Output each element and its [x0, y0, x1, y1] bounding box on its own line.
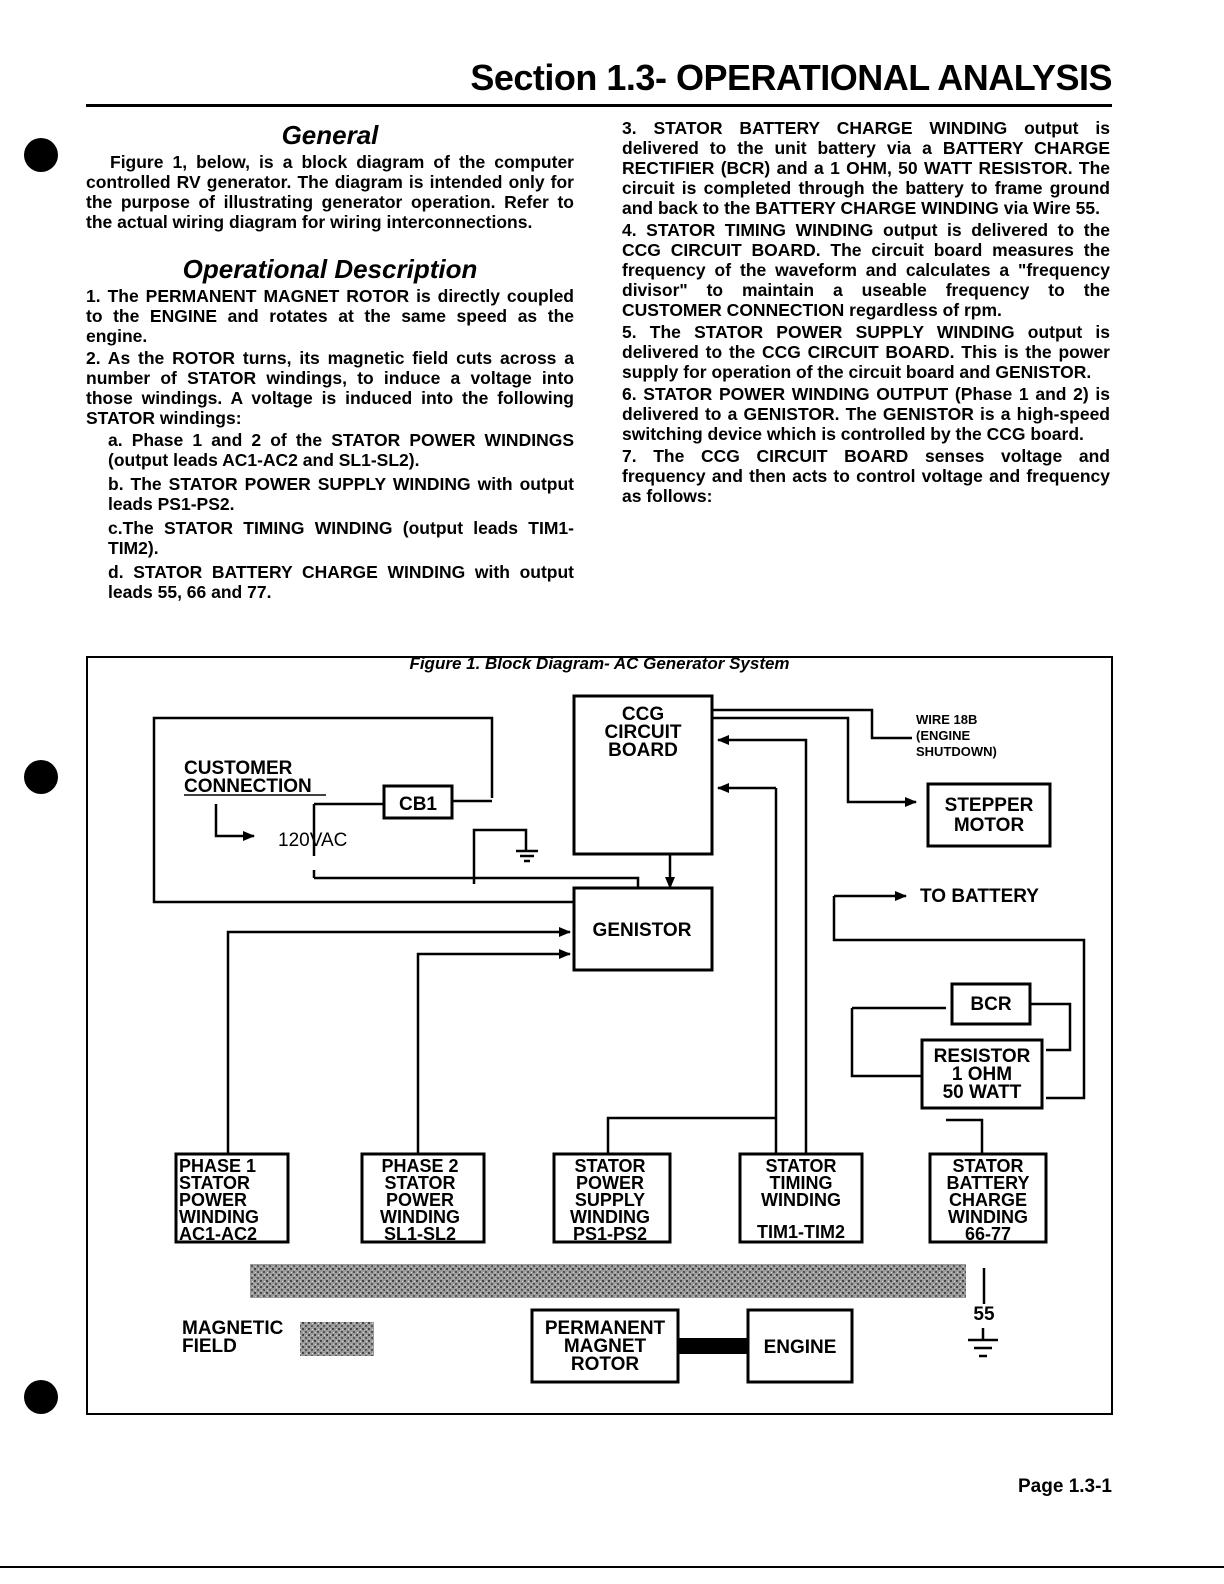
battery-charge-label-2: BATTERY	[946, 1173, 1030, 1193]
customer-connection-label-2: CONNECTION	[184, 776, 312, 797]
timing-label-3: WINDING	[761, 1190, 841, 1210]
page-number: Page 1.3-1	[1018, 1476, 1112, 1497]
phase2-label-1: PHASE 2	[381, 1156, 459, 1176]
battery-charge-label-5: 66-77	[964, 1224, 1012, 1244]
magnetic-field-label-1: MAGNETIC	[182, 1318, 284, 1339]
ccg-label-3: BOARD	[608, 740, 678, 761]
item-7: 7. The CCG CIRCUIT BOARD senses voltage and frequency and then acts to control voltage and frequency as follows:	[622, 446, 1110, 506]
stepper-label-1: STEPPER	[944, 795, 1034, 816]
right-column	[622, 118, 1110, 508]
ccg-label-1: CCG	[621, 704, 665, 725]
phase1-labels	[179, 1156, 259, 1244]
timing-label-2: TIMING	[769, 1173, 833, 1193]
phase1-label-1: PHASE 1	[179, 1156, 257, 1176]
supply-label-3: SUPPLY	[574, 1190, 646, 1210]
resistor-label-2: 1 OHM	[951, 1064, 1013, 1085]
item-2a: a. Phase 1 and 2 of the STATOR POWER WINDINGS (output leads AC1-AC2 and SL1-SL2).	[108, 430, 574, 470]
magnetic-field-label-2: FIELD	[182, 1336, 237, 1357]
item-2b: b. The STATOR POWER SUPPLY WINDING with output leads PS1-PS2.	[108, 474, 574, 514]
item-6: 6. STATOR POWER WINDING OUTPUT (Phase 1 and 2) is delivered to a GENISTOR. The GENISTOR is a high-speed switching device which is controlled by the CCG board.	[622, 384, 1110, 444]
operational-description-heading: Operational Description	[182, 254, 478, 284]
resistor-label-1: RESISTOR	[933, 1046, 1031, 1067]
magnetic-field-band	[250, 1264, 966, 1298]
item-2c: c.The STATOR TIMING WINDING (output leads TIM1-TIM2).	[108, 518, 574, 558]
binder-hole-middle	[24, 760, 58, 794]
magnetic-field-legend-swatch	[300, 1322, 374, 1356]
phase1-label-2: STATOR	[179, 1173, 250, 1193]
block-diagram-figure	[86, 656, 1113, 1416]
phase2-label-3: POWER	[385, 1190, 455, 1210]
stepper-label-2: MOTOR	[953, 815, 1025, 836]
bcr-label: BCR	[970, 994, 1012, 1015]
timing-label-1: STATOR	[765, 1156, 837, 1176]
phase2-label-2: STATOR	[384, 1173, 456, 1193]
phase2-label-4: WINDING	[380, 1207, 460, 1227]
battery-charge-label-3: CHARGE	[948, 1190, 1028, 1210]
battery-charge-label-1: STATOR	[952, 1156, 1024, 1176]
block-diagram-svg	[86, 656, 1113, 1416]
item-4: 4. STATOR TIMING WINDING output is delivered to the CCG CIRCUIT BOARD. The circuit board measures the frequency of the waveform and calculates a "frequency divisor" to maintain a useable frequency to the CUSTOMER CONNECTION regardless of rpm.	[622, 220, 1110, 320]
wire-55-label: 55	[973, 1304, 995, 1325]
wire-18b-label-1: WIRE 18B	[916, 712, 978, 727]
item-1: 1. The PERMANENT MAGNET ROTOR is directly coupled to the ENGINE and rotates at the same speed as the engine.	[86, 286, 574, 346]
binder-hole-bottom	[24, 1380, 58, 1414]
ccg-label-2: CIRCUIT	[604, 722, 682, 743]
genistor-label: GENISTOR	[592, 920, 692, 941]
timing-label-4: TIM1-TIM2	[757, 1222, 845, 1242]
footer-rule	[0, 1566, 1224, 1568]
engine-label: ENGINE	[763, 1337, 837, 1358]
item-2: 2. As the ROTOR turns, its magnetic field cuts across a number of STATOR windings, to induce a voltage into those windings. A voltage is induced into the following STATOR windings:	[86, 348, 574, 428]
to-battery-label: TO BATTERY	[920, 886, 1039, 907]
rotor-label-2: MAGNET	[563, 1336, 647, 1357]
general-paragraph: Figure 1, below, is a block diagram of the computer controlled RV generator. The diagram is intended only for the purpose of illustrating generator operation. Refer to the actual wiring diagram for wiring interconnections.	[86, 152, 574, 232]
general-heading: General	[281, 120, 379, 150]
battery-charge-label-4: WINDING	[948, 1207, 1028, 1227]
phase1-label-5: AC1-AC2	[179, 1224, 258, 1244]
item-2d: d. STATOR BATTERY CHARGE WINDING with output leads 55, 66 and 77.	[108, 562, 574, 602]
rotor-label-3: ROTOR	[570, 1354, 640, 1375]
section-title: Section 1.3- OPERATIONAL ANALYSIS	[470, 57, 1112, 98]
resistor-label-3: 50 WATT	[942, 1082, 1022, 1103]
header-rule	[86, 104, 1112, 107]
item-3: 3. STATOR BATTERY CHARGE WINDING output is delivered to the unit battery via a BATTERY CHARGE RECTIFIER (BCR) and a 1 OHM, 50 WATT RESISTOR. The circuit is completed through the battery to frame ground and back to the BATTERY CHARGE WINDING via Wire 55.	[622, 118, 1110, 218]
figure-caption: Figure 1. Block Diagram- AC Generator System	[409, 654, 790, 673]
supply-label-1: STATOR	[574, 1156, 646, 1176]
wire-18b-label-3: SHUTDOWN)	[916, 744, 997, 759]
rotor-label-1: PERMANENT	[544, 1318, 666, 1339]
phase1-label-3: POWER	[179, 1190, 248, 1210]
phase2-label-5: SL1-SL2	[383, 1224, 457, 1244]
wire-18b-label-2: (ENGINE	[916, 728, 971, 743]
item-5: 5. The STATOR POWER SUPPLY WINDING output is delivered to the CCG CIRCUIT BOARD. This is the power supply for operation of the circuit board and GENISTOR.	[622, 322, 1110, 382]
vac-label: 120VAC	[278, 830, 348, 851]
customer-connection-label-1: CUSTOMER	[184, 758, 293, 779]
cb1-label: CB1	[398, 794, 438, 815]
supply-label-5: PS1-PS2	[572, 1224, 648, 1244]
left-column	[86, 118, 574, 606]
phase1-label-4: WINDING	[179, 1207, 259, 1227]
supply-label-2: POWER	[575, 1173, 645, 1193]
binder-hole-top	[24, 138, 58, 172]
supply-label-4: WINDING	[570, 1207, 650, 1227]
